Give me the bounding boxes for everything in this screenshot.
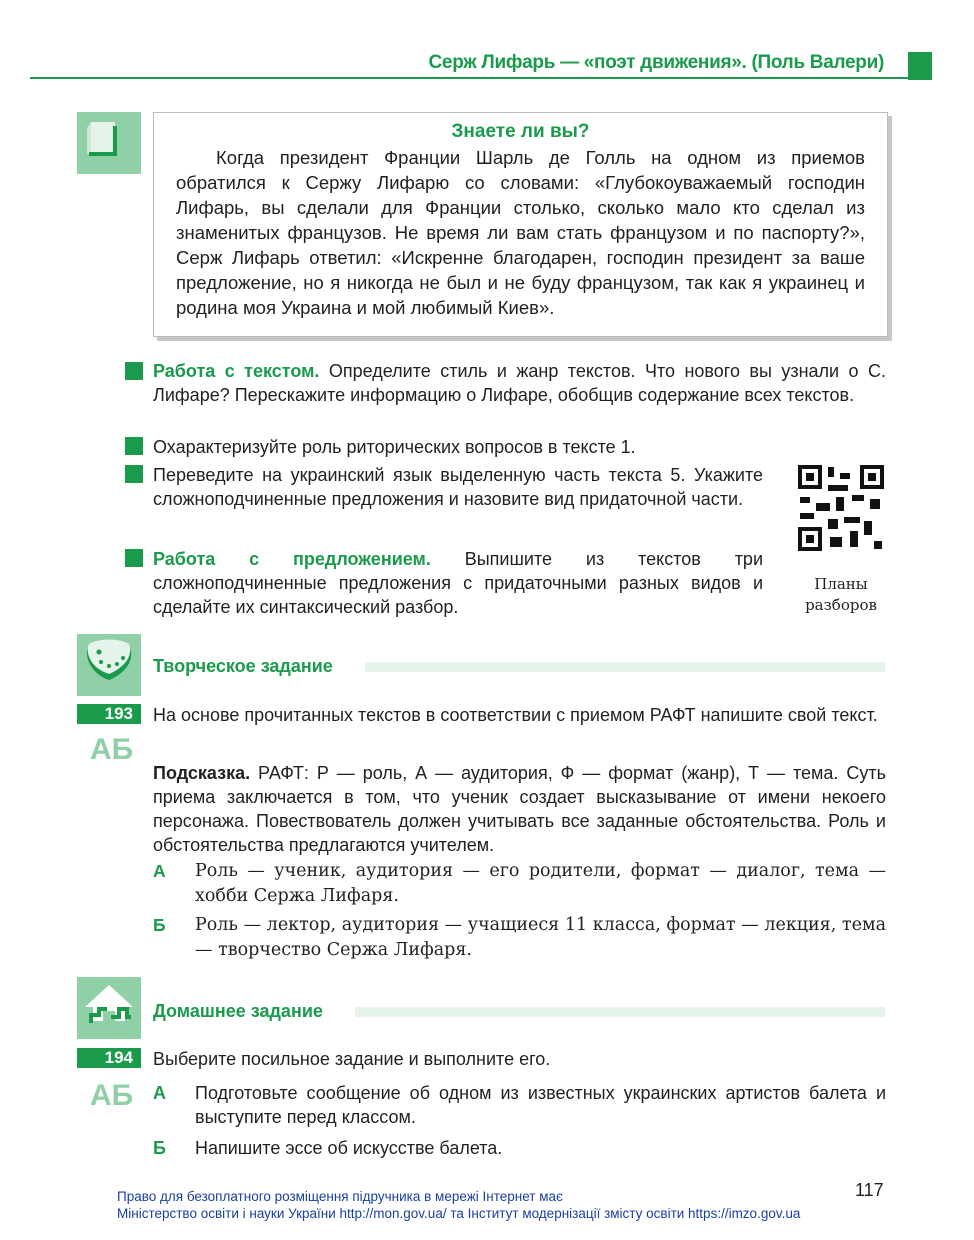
creative-option-b: Б Роль — лектор, аудитория — учащиеся 11 класса, формат — лекция, тема — творчество Сержа Лифаря. xyxy=(153,915,886,960)
task-number-193: 193 xyxy=(77,704,141,724)
task-number-194: 194 xyxy=(77,1048,141,1068)
palette-icon xyxy=(77,634,141,696)
qr-caption: Планы разборов xyxy=(805,575,877,614)
home-icon xyxy=(77,977,141,1039)
header-marker xyxy=(908,52,932,80)
translate-ab-icon: АБ xyxy=(90,1079,134,1112)
footer-line-2[interactable]: Міністерство освіти і науки України http://mon.gov.ua/ та Інститут модернізації змісту освіти https://imzo.gov.ua xyxy=(117,1206,801,1221)
homework-section-title: Домашнее задание xyxy=(153,1001,323,1021)
footer-line-1: Право для безоплатного розміщення підручника в мережі Інтернет має xyxy=(117,1189,563,1204)
homework-option-a: А Подготовьте сообщение об одном из известных украинских артистов балета и выступите перед классом. xyxy=(153,1083,886,1127)
task-marker xyxy=(125,549,143,567)
page-number: 117 xyxy=(855,1180,884,1200)
creative-section-title: Творческое задание xyxy=(153,656,333,676)
task-item: Работа с предложением. Выпишите из текстов три сложноподчиненные предложения с придаточными разных видов и сделайте их синтаксический разбор. xyxy=(153,549,763,617)
header-rule xyxy=(30,77,908,79)
translate-ab-icon: АБ xyxy=(90,733,134,766)
section-bar xyxy=(355,1007,885,1017)
task-marker xyxy=(125,465,143,483)
homework-task-text: Выберите посильное задание и выполните его. xyxy=(153,1049,551,1069)
task-item: Переведите на украинский язык выделенную часть текста 5. Укажите сложноподчиненные предложения и назовите вид придаточной части. xyxy=(153,465,763,509)
creative-task-text: На основе прочитанных текстов в соответствии с приемом РАФТ напишите свой текст. xyxy=(153,705,878,725)
creative-option-a: А Роль — ученик, аудитория — его родители, формат — диалог, тема — хобби Сержа Лифаря. xyxy=(153,861,886,906)
task-marker xyxy=(125,437,143,455)
did-you-know-box xyxy=(153,112,888,337)
page-header-title: Серж Лифарь — «поэт движения». (Поль Валери) xyxy=(428,52,884,73)
info-box-text: Когда президент Франции Шарль де Голль на одном из приемов обратился к Сержу Лифарю со словами: «Глубокоуважаемый господин Лифарь, вы сделали для Франции столько, сколько мало кто сделал из знаменитых французов. Не время ли вам стать французом и по паспорту?», Серж Лифарь ответил: «Искренне благодарен, господин президент за ваше предложение, но я никогда не был и не буду французом, так как я украинец и родина моя Украина и мой любимый Киев». xyxy=(176,147,865,318)
creative-hint: Подсказка. РАФТ: Р — роль, А — аудитория, Ф — формат (жанр), Т — тема. Суть приема заключается в том, что ученик создает высказывание от имени некоего персонажа. Повествователь должен учитывать все заданные обстоятельства. Роль и обстоятельства предлагаются учителем. xyxy=(153,763,886,855)
task-marker xyxy=(125,362,143,380)
qr-code[interactable] xyxy=(798,465,884,551)
task-item: Охарактеризуйте роль риторических вопросов в тексте 1. xyxy=(153,437,636,457)
section-bar xyxy=(365,662,885,672)
task-item: Работа с текстом. Определите стиль и жанр текстов. Что нового вы узнали о С. Лифаре? Перескажите информацию о Лифаре, обобщив содержание всех текстов. xyxy=(153,361,886,405)
note-icon xyxy=(77,112,141,174)
homework-option-b: Б Напишите эссе об искусстве балета. xyxy=(153,1138,503,1158)
info-box-title: Знаете ли вы? xyxy=(451,121,590,142)
